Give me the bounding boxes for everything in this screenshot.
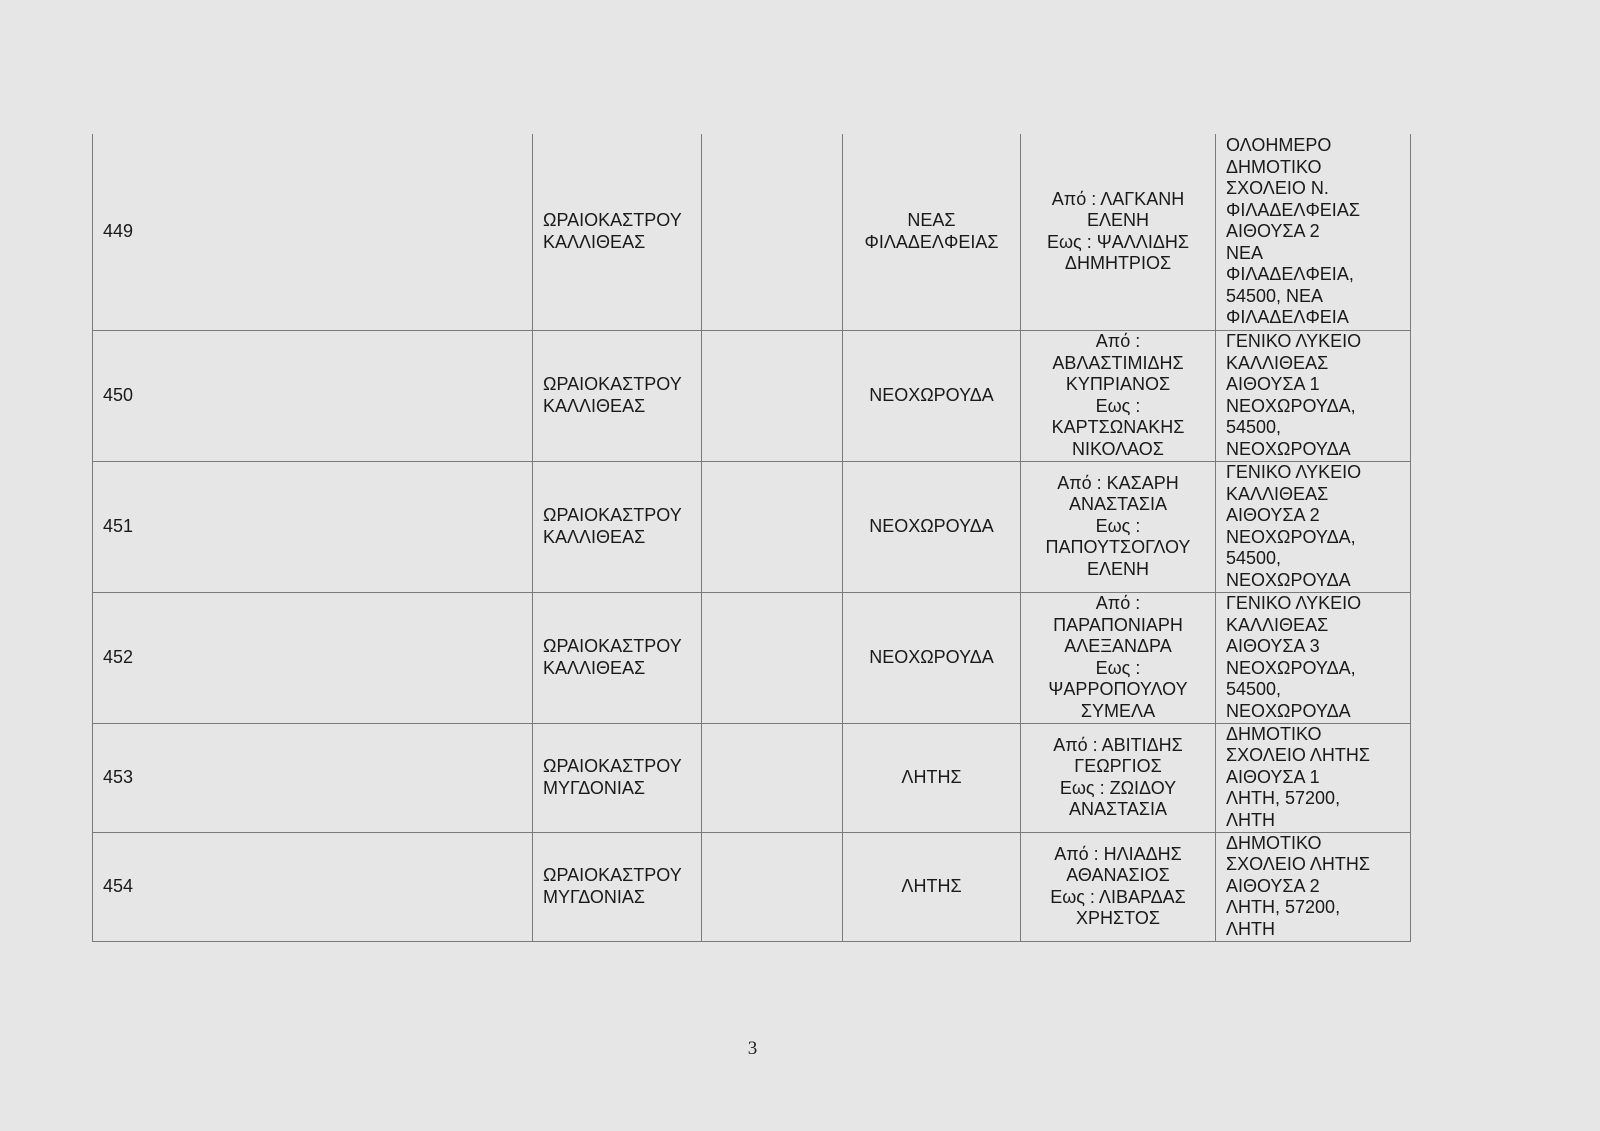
cell-line: ΣΧΟΛΕΙΟ Ν.: [1226, 178, 1329, 198]
cell-line: ΔΗΜΟΤΙΚΟ: [1226, 723, 1322, 744]
cell-line: ΚΑΛΛΙΘΕΑΣ: [543, 526, 646, 547]
station-number-cell: 453: [93, 723, 533, 832]
cell-line: 54500,: [1226, 548, 1282, 568]
cell-line: ΚΥΠΡΙΑΝΟΣ: [1065, 374, 1171, 394]
cell-line: ΚΑΛΛΙΘΕΑΣ: [1226, 483, 1329, 504]
polling-place-cell: [1216, 592, 1411, 723]
cell-line: ΛΗΤΗΣ: [901, 766, 962, 787]
station-number-cell: 449: [93, 134, 533, 330]
cell-line: ΧΡΗΣΤΟΣ: [1076, 908, 1160, 928]
cell-line: ΩΡΑΙΟΚΑΣΤΡΟΥ: [543, 210, 682, 231]
cell-line: ΔΗΜΟΤΙΚΟ: [1226, 156, 1322, 177]
cell-line: 54500,: [1226, 679, 1282, 699]
municipality-cell: [533, 723, 702, 832]
cell-line: ΚΑΛΛΙΘΕΑΣ: [1226, 614, 1329, 635]
area-cell: [843, 134, 1021, 330]
table-row: [93, 134, 1411, 330]
cell-line: ΔΗΜΗΤΡΙΟΣ: [1064, 253, 1172, 274]
area-cell: [843, 832, 1021, 941]
municipality-cell: [533, 832, 702, 941]
cell-line: Από :: [1095, 331, 1141, 351]
empty-cell: [702, 592, 843, 723]
cell-line: ΩΡΑΙΟΚΑΣΤΡΟΥ: [543, 374, 682, 394]
station-number-cell: 450: [93, 330, 533, 461]
cell-line: ΝΕΑ: [1226, 242, 1264, 263]
cell-line: 54500,: [1226, 417, 1282, 437]
station-number-cell: 451: [93, 461, 533, 592]
cell-line: Εως :: [1095, 395, 1141, 416]
empty-cell: [702, 134, 843, 330]
cell-line: ΝΕΟΧΩΡΟΥΔΑ,: [1226, 526, 1356, 547]
municipality-cell: [533, 592, 702, 723]
empty-cell: [702, 330, 843, 461]
cell-line: ΝΕΟΧΩΡΟΥΔΑ: [1226, 438, 1351, 459]
cell-line: ΝΕΟΧΩΡΟΥΔΑ: [869, 646, 994, 667]
cell-line: ΝΕΟΧΩΡΟΥΔΑ,: [1226, 395, 1356, 416]
cell-line: ΩΡΑΙΟΚΑΣΤΡΟΥ: [543, 636, 682, 656]
cell-line: ΑΙΘΟΥΣΑ 2: [1226, 505, 1320, 525]
cell-line: Από : ΗΛΙΑΔΗΣ: [1054, 843, 1182, 864]
area-cell: [843, 330, 1021, 461]
cell-line: ΑΒΛΑΣΤΙΜΙΔΗΣ: [1052, 352, 1184, 373]
page-number: 3: [747, 1038, 758, 1059]
table-row: [93, 461, 1411, 592]
surname-range-cell: [1021, 592, 1216, 723]
cell-line: ΛΗΤΗ, 57200,: [1226, 897, 1341, 918]
cell-line: ΝΕΟΧΩΡΟΥΔΑ: [1226, 700, 1351, 721]
empty-cell: [702, 461, 843, 592]
cell-line: ΨΑΡΡΟΠΟΥΛΟΥ: [1048, 679, 1188, 699]
municipality-cell: [533, 330, 702, 461]
cell-line: ΩΡΑΙΟΚΑΣΤΡΟΥ: [543, 865, 682, 885]
cell-line: ΝΕΟΧΩΡΟΥΔΑ: [1226, 569, 1351, 590]
surname-range-cell: [1021, 461, 1216, 592]
cell-line: ΠΑΡΑΠΟΝΙΑΡΗ: [1053, 614, 1183, 635]
cell-line: ΛΗΤΗ, 57200,: [1226, 788, 1341, 809]
cell-line: ΓΕΩΡΓΙΟΣ: [1074, 756, 1162, 776]
polling-place-cell: [1216, 832, 1411, 941]
cell-line: ΑΘΑΝΑΣΙΟΣ: [1066, 865, 1170, 885]
cell-line: ΝΕΟΧΩΡΟΥΔΑ: [869, 384, 994, 405]
table-body: [93, 134, 1411, 941]
cell-line: ΚΑΛΛΙΘΕΑΣ: [543, 657, 646, 678]
cell-line: ΕΛΕΝΗ: [1086, 558, 1150, 579]
polling-place-cell: [1216, 723, 1411, 832]
surname-range-cell: [1021, 723, 1216, 832]
municipality-cell: [533, 461, 702, 592]
cell-line: ΔΗΜΟΤΙΚΟ: [1226, 832, 1322, 853]
cell-line: ΛΗΤΗΣ: [901, 875, 962, 896]
municipality-cell: [533, 134, 702, 330]
cell-line: Εως : ΛΙΒΑΡΔΑΣ: [1050, 886, 1186, 907]
cell-line: ΣΧΟΛΕΙΟ ΛΗΤΗΣ: [1226, 854, 1370, 875]
cell-line: ΣΧΟΛΕΙΟ ΛΗΤΗΣ: [1226, 745, 1370, 766]
cell-line: ΓΕΝΙΚΟ ΛΥΚΕΙΟ: [1226, 331, 1362, 351]
cell-line: ΝΕΑΣ: [907, 210, 956, 231]
cell-line: 54500, ΝΕΑ: [1226, 285, 1324, 306]
cell-line: ΑΙΘΟΥΣΑ 2: [1226, 875, 1320, 896]
station-number-cell: 452: [93, 592, 533, 723]
empty-cell: [702, 832, 843, 941]
cell-line: ΑΙΘΟΥΣΑ 2: [1226, 221, 1320, 241]
cell-line: ΠΑΠΟΥΤΣΟΓΛΟΥ: [1045, 537, 1191, 558]
cell-line: ΚΑΛΛΙΘΕΑΣ: [543, 231, 646, 252]
cell-line: Εως : ΖΩΙΔΟΥ: [1059, 777, 1177, 798]
polling-place-cell: [1216, 330, 1411, 461]
cell-line: ΓΕΝΙΚΟ ΛΥΚΕΙΟ: [1226, 593, 1362, 613]
cell-line: ΚΑΡΤΣΩΝΑΚΗΣ: [1051, 417, 1185, 437]
cell-line: ΑΙΘΟΥΣΑ 3: [1226, 636, 1320, 656]
cell-line: ΚΑΛΛΙΘΕΑΣ: [1226, 352, 1329, 373]
cell-line: ΩΡΑΙΟΚΑΣΤΡΟΥ: [543, 505, 682, 525]
cell-line: Από :: [1095, 593, 1141, 613]
area-cell: [843, 461, 1021, 592]
cell-line: ΜΥΓΔΟΝΙΑΣ: [543, 886, 646, 907]
cell-line: Από : ΚΑΣΑΡΗ: [1057, 472, 1179, 493]
cell-line: ΜΥΓΔΟΝΙΑΣ: [543, 777, 646, 798]
area-cell: [843, 592, 1021, 723]
polling-place-cell: [1216, 461, 1411, 592]
empty-cell: [702, 723, 843, 832]
cell-line: ΝΕΟΧΩΡΟΥΔΑ: [869, 515, 994, 536]
cell-line: ΑΙΘΟΥΣΑ 1: [1226, 766, 1320, 787]
cell-line: ΑΝΑΣΤΑΣΙΑ: [1069, 494, 1167, 515]
cell-line: ΑΛΕΞΑΝΔΡΑ: [1064, 636, 1172, 656]
table-row: [93, 330, 1411, 461]
cell-line: ΑΝΑΣΤΑΣΙΑ: [1069, 799, 1167, 819]
surname-range-cell: [1021, 330, 1216, 461]
cell-line: ΝΕΟΧΩΡΟΥΔΑ,: [1226, 657, 1356, 678]
surname-range-cell: [1021, 134, 1216, 330]
cell-line: ΑΙΘΟΥΣΑ 1: [1226, 374, 1320, 394]
cell-line: ΛΗΤΗ: [1226, 809, 1276, 830]
cell-line: Εως : ΨΑΛΛΙΔΗΣ: [1047, 231, 1189, 252]
cell-line: ΚΑΛΛΙΘΕΑΣ: [543, 395, 646, 416]
table-row: [93, 592, 1411, 723]
cell-line: ΓΕΝΙΚΟ ΛΥΚΕΙΟ: [1226, 462, 1362, 482]
station-number-cell: 454: [93, 832, 533, 941]
polling-place-cell: [1216, 134, 1411, 330]
cell-line: Από : ΛΑΓΚΑΝΗ: [1051, 188, 1185, 209]
cell-line: ΦΙΛΑΔΕΛΦΕΙΑ,: [1226, 264, 1354, 284]
cell-line: ΦΙΛΑΔΕΛΦΕΙΑ: [1226, 307, 1349, 327]
cell-line: ΣΥΜΕΛΑ: [1080, 700, 1156, 721]
area-cell: [843, 723, 1021, 832]
cell-line: Εως :: [1095, 657, 1141, 678]
cell-line: ΝΙΚΟΛΑΟΣ: [1072, 438, 1164, 459]
table-row: [93, 832, 1411, 941]
surname-range-cell: [1021, 832, 1216, 941]
cell-line: ΦΙΛΑΔΕΛΦΕΙΑΣ: [864, 231, 999, 252]
cell-line: Από : ΑΒΙΤΙΔΗΣ: [1053, 734, 1183, 755]
table-row: [93, 723, 1411, 832]
polling-stations-table: [92, 134, 1411, 942]
cell-line: ΩΡΑΙΟΚΑΣΤΡΟΥ: [543, 756, 682, 776]
cell-line: ΦΙΛΑΔΕΛΦΕΙΑΣ: [1226, 199, 1360, 220]
cell-line: ΟΛΟΗΜΕΡΟ: [1226, 135, 1332, 155]
cell-line: Εως :: [1095, 515, 1141, 536]
cell-line: ΕΛΕΝΗ: [1086, 210, 1150, 231]
cell-line: ΛΗΤΗ: [1226, 918, 1276, 939]
